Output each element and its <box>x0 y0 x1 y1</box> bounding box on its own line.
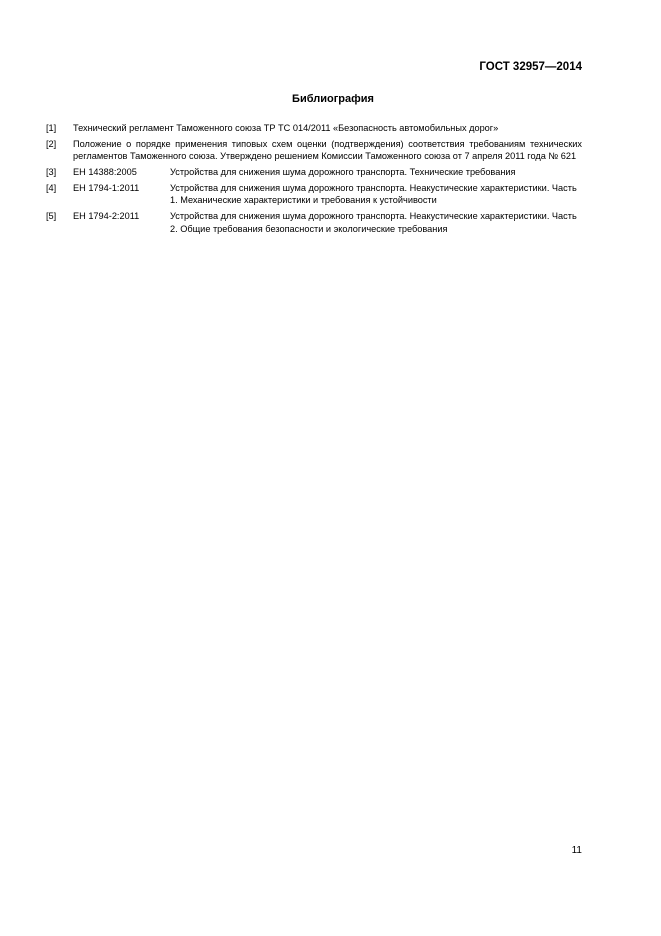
entry-standard-code: ЕН 1794-2:2011 <box>73 211 140 222</box>
bibliography-entry-4 <box>46 182 582 206</box>
entry-text: Устройства для снижения шума дорожного транспорта. Технические требования <box>170 167 516 178</box>
entry-standard-code: ЕН 1794-1:2011 <box>73 183 140 194</box>
entry-text: Положение о порядке применения типовых схем оценки (подтверждения) соответствия требованиям технических регламентов Таможенного союза. Утверждено решением Комиссии Таможенного союза от 7 апреля 2011 года № 621 <box>73 139 582 162</box>
bibliography-entry-1 <box>46 122 582 134</box>
entry-standard-code: ЕН 14388:2005 <box>73 167 137 178</box>
bibliography-entry-3 <box>46 166 582 178</box>
entry-number: [3] <box>46 167 57 178</box>
document-code: ГОСТ 32957—2014 <box>479 61 582 73</box>
entry-number: [2] <box>46 139 57 149</box>
entry-number: [1] <box>46 123 57 133</box>
entry-number: [4] <box>46 183 57 194</box>
entry-text: Устройства для снижения шума дорожного транспорта. Неакустические характеристики. Часть 2. Общие требования безопасности и экологические требования <box>170 211 577 234</box>
bibliography-entry-2 <box>46 138 582 162</box>
bibliography-title: Библиография <box>292 93 374 105</box>
bibliography-entry-5 <box>46 210 582 234</box>
bibliography-list <box>46 122 582 239</box>
entry-text: Технический регламент Таможенного союза ТР ТС 014/2011 «Безопасность автомобильных дорог» <box>73 123 499 133</box>
page-number: 11 <box>571 845 582 856</box>
entry-text: Устройства для снижения шума дорожного транспорта. Неакустические характеристики. Часть 1. Механические характеристики и требования к устойчивости <box>170 183 577 206</box>
entry-number: [5] <box>46 211 57 222</box>
